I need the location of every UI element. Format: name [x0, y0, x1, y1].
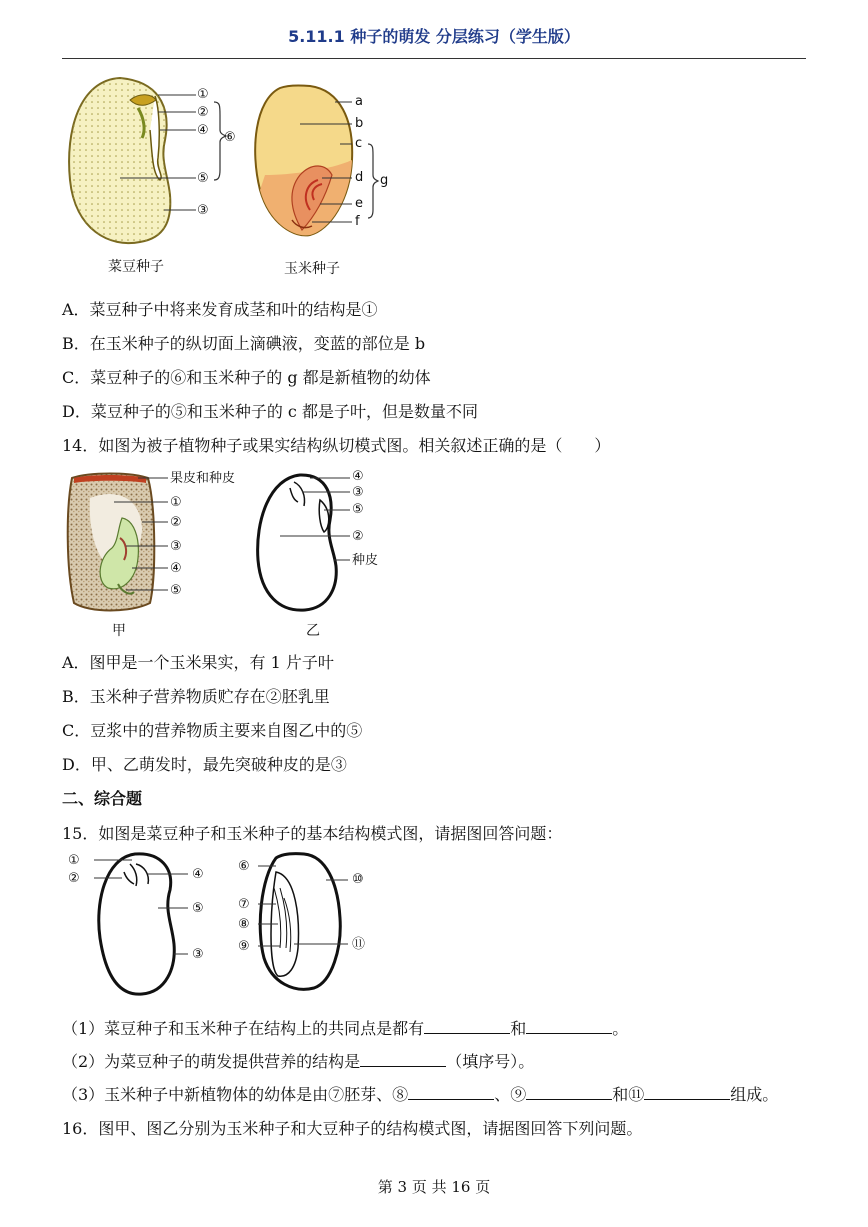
q15-sub3-blank-3[interactable]: [644, 1085, 730, 1100]
corn-label-b: b: [355, 116, 364, 131]
corn-label-e: e: [355, 196, 363, 211]
q15-sub1-blank-2[interactable]: [526, 1019, 612, 1034]
q13-option-a: A．菜豆种子中将来发育成茎和叶的结构是①: [62, 300, 378, 319]
page-footer: 第 3 页 共 16 页: [377, 1178, 491, 1196]
q15-sub3: [62, 1082, 778, 1105]
yi-label-5: ⑤: [352, 502, 364, 517]
bean-label-6: ⑥: [224, 130, 236, 145]
header-rule: [62, 58, 806, 59]
jia-caption: 甲: [112, 623, 126, 639]
q15-sub1-text-2: 和: [510, 1019, 527, 1038]
bean-label-2: ②: [197, 105, 209, 120]
q13-option-b: B．在玉米种子的纵切面上滴碘液，变蓝的部位是 b: [62, 334, 426, 353]
q15-sub1: [62, 1016, 628, 1039]
page-header: 5.11.1 种子的萌发 分层练习（学生版）: [288, 27, 580, 46]
bean-label-1: ①: [197, 87, 209, 102]
q14-option-a: A．图甲是一个玉米果实，有 1 片子叶: [62, 653, 334, 672]
corn-label-g: g: [380, 173, 389, 188]
q14-jia-figure: [60, 468, 240, 618]
corn-label-f: f: [355, 214, 360, 229]
corn-seed-figure: [240, 80, 400, 245]
bean-label-3: ③: [197, 203, 209, 218]
q15-corn-label-9: ⑨: [238, 939, 250, 954]
q15-corn-label-6: ⑥: [238, 859, 250, 874]
q15-sub2: [62, 1049, 534, 1072]
q15-sub3-text-4: 组成。: [730, 1085, 779, 1104]
bean-label-4: ④: [197, 123, 209, 138]
q15-sub3-text-3: 和⑪: [612, 1085, 645, 1104]
q14-option-c: C．豆浆中的营养物质主要来自图乙中的⑤: [62, 721, 363, 740]
yi-label-4: ④: [352, 469, 364, 484]
q15-corn-label-7: ⑦: [238, 897, 250, 912]
q15-bean-label-2: ②: [68, 871, 80, 886]
jia-label-4: ④: [170, 561, 182, 576]
jia-label-pericarp: 果皮和种皮: [170, 471, 236, 486]
q15-corn-label-11: ⑪: [352, 937, 366, 952]
q15-sub3-blank-1[interactable]: [408, 1085, 494, 1100]
q13-option-c: C．菜豆种子的⑥和玉米种子的 g 都是新植物的幼体: [62, 368, 431, 387]
q14-option-b: B．玉米种子营养物质贮存在②胚乳里: [62, 687, 330, 706]
q15-sub3-text-2: 、⑨: [494, 1085, 527, 1104]
bean-caption: 菜豆种子: [108, 259, 164, 275]
q15-corn-figure: [236, 848, 376, 998]
corn-label-c: c: [355, 136, 363, 151]
section-heading: 二、综合题: [62, 789, 143, 808]
bean-seed-figure: [60, 70, 260, 255]
corn-label-d: d: [355, 170, 364, 185]
jia-label-5: ⑤: [170, 583, 182, 598]
q15-corn-label-10: ⑩: [352, 872, 364, 887]
q16-stem: 16．图甲、图乙分别为玉米种子和大豆种子的结构模式图，请据图回答下列问题。: [62, 1119, 643, 1138]
yi-label-2: ②: [352, 529, 364, 544]
q15-sub1-text-1: （1）菜豆种子和玉米种子在结构上的共同点是都有: [62, 1019, 425, 1038]
yi-label-seedcoat: 种皮: [352, 553, 379, 568]
yi-label-3: ③: [352, 485, 364, 500]
yi-caption: 乙: [306, 623, 320, 639]
jia-label-1: ①: [170, 495, 182, 510]
q13-option-d: D．菜豆种子的⑤和玉米种子的 c 都是子叶，但是数量不同: [62, 402, 478, 421]
q15-sub1-blank-1[interactable]: [424, 1019, 510, 1034]
bean-label-5: ⑤: [197, 171, 209, 186]
q15-sub3-blank-2[interactable]: [526, 1085, 612, 1100]
q15-sub2-blank[interactable]: [360, 1052, 446, 1067]
jia-label-2: ②: [170, 515, 182, 530]
corn-caption: 玉米种子: [284, 261, 340, 277]
q15-stem: 15．如图是菜豆种子和玉米种子的基本结构模式图，请据图回答问题：: [62, 824, 563, 843]
corn-label-a: a: [355, 94, 363, 109]
q15-bean-label-3: ③: [192, 947, 204, 962]
q14-stem: 14．如图为被子植物种子或果实结构纵切模式图。相关叙述正确的是（ ）: [62, 436, 611, 455]
q14-option-d: D．甲、乙萌发时，最先突破种皮的是③: [62, 755, 347, 774]
q15-sub2-text-1: （2）为菜豆种子的萌发提供营养的结构是: [62, 1052, 361, 1071]
q15-sub2-text-2: （填序号）。: [446, 1052, 535, 1071]
jia-label-3: ③: [170, 539, 182, 554]
q15-bean-label-4: ④: [192, 867, 204, 882]
q15-bean-figure: [60, 848, 235, 998]
q15-corn-label-8: ⑧: [238, 917, 250, 932]
q15-sub3-text-1: （3）玉米种子中新植物体的幼体是由⑦胚芽、⑧: [62, 1085, 409, 1104]
q15-bean-label-5: ⑤: [192, 901, 204, 916]
q15-bean-label-1: ①: [68, 853, 80, 868]
q15-sub1-text-3: 。: [612, 1019, 629, 1038]
